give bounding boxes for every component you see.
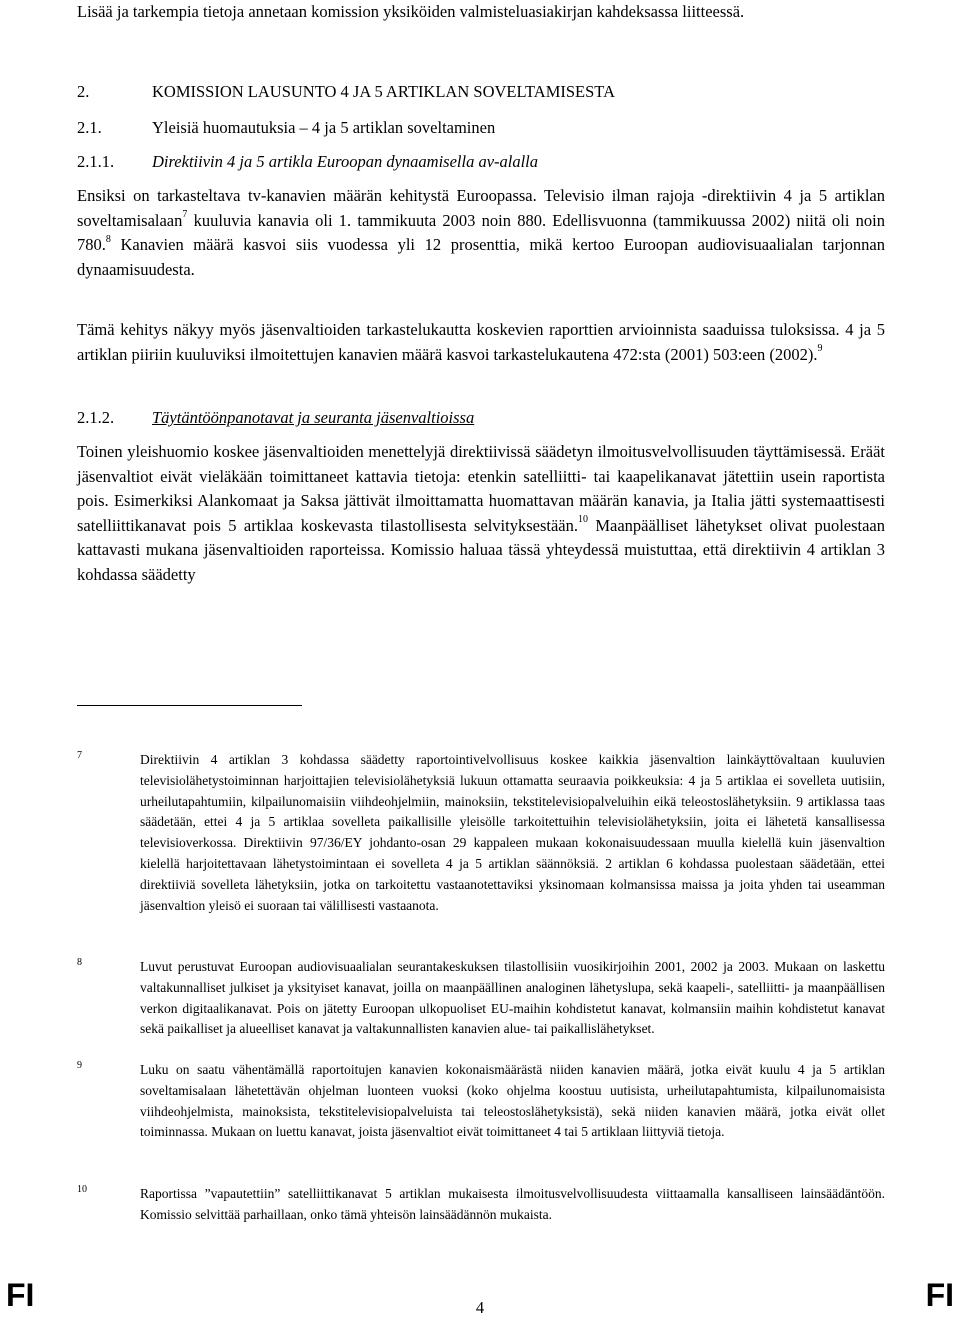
footnote-text: Luvut perustuvat Euroopan audiovisuaalialan seurantakeskuksen tilastollisiin vuosikirjoihin 2001, 2002 ja 2003. Mukaan on laskettu valtakunnalliset julkiset ja yksityiset kanavat, joilla on maanpäällinen analoginen lähetyslupa, sekä kaapeli-, satelliitti- ja maanpäällisen verkon digitaalikanavat. Pois on jätetty Euroopan ulkopuoliset EU-maihin kohdistetut kanavat, kolmansiin maihin kohdistetut kanavat sekä paikalliset ja alueelliset kanavat ja valtakunnallisten kanavien alue- tai paikallislähetykset. <box>140 959 885 1037</box>
footnote-7 <box>77 750 885 916</box>
language-code-left: FI <box>6 1277 35 1313</box>
language-code-right: FI <box>925 1277 954 1313</box>
section-2-1-1-heading: 2.1.1. Direktiivin 4 ja 5 artikla Euroopan dynaamisella av-alalla <box>77 152 539 171</box>
paragraph-reports-evaluation: Tämä kehitys näkyy myös jäsenvaltioiden tarkastelukautta koskevien raporttien arvioinnista saaduissa tuloksissa. 4 ja 5 artiklan piiriin kuuluviksi ilmoitettujen kanavien määrä kasvoi tarkastelukautena 472:sta (2001) 503:een (2002).$^9$ <box>77 320 885 364</box>
footnote-ref-9[interactable]: 9 <box>817 343 823 354</box>
intro-paragraph: Lisää ja tarkempia tietoja annetaan komission yksiköiden valmisteluasiakirjan kahdeksassa liitteessä. <box>77 2 745 21</box>
footnote-text: Luku on saatu vähentämällä raportoitujen kanavien kokonaismäärästä niiden kanavien määrä, jotka eivät kuulu 4 ja 5 artiklan soveltamisalaan lähetettävän ohjelman luonteen vuoksi (koko ohjelma koostuu uutisista, urheilutapahtumista, kilpailunomaisista viihdeohjelmista, mainoksista, tekstitelevisiopalveluista tai teleostoslähetyksistä), sekä niiden kanavien määrä, jotka eivät ollet toiminnassa. Mukaan on luettu kanavat, joista jäsenvaltiot eivät toimittaneet 4 tai 5 artiklaan liittyviä tietoja. <box>140 1062 885 1140</box>
paragraph-channel-growth: Ensiksi on tarkasteltava tv-kanavien määrän kehitystä Euroopassa. Televisio ilman rajoja -direktiivin 4 ja 5 artiklan soveltamisalaan$^7$ kuuluvia kanavia oli 1. tammikuuta 2003 noin 880. Edellisvuonna (tammikuussa 2002) niitä oli noin 780.$^8$ Kanavien määrä kasvoi siis vuodessa yli 12 prosenttia, mikä kertoo Euroopan audiovisuaalialan tarjonnan dynaamisuudesta. <box>77 186 885 279</box>
footnote-ref-8[interactable]: 8 <box>105 233 111 245</box>
section-2-1-heading: 2.1. Yleisiä huomautuksia – 4 ja 5 artiklan soveltaminen <box>77 118 496 137</box>
page-number: 4 <box>475 1298 485 1317</box>
footnote-10 <box>77 1184 885 1226</box>
paragraph-notification-procedures: Toinen yleishuomio koskee jäsenvaltioiden menettelyjä direktiivissä säädetyn ilmoitusvelvollisuuden täyttämisessä. Eräät jäsenvaltiot eivät vieläkään toimittaneet kattavia tietoja: etenkin satelliitti- tai kaapelikanavat jätettiin usein raportista pois. Esimerkiksi Alankomaat ja Saksa jättivät ilmoittamatta huomattavan määrän kanavia, ja Italia jätti systemaattisesti satelliittikanavat pois 5 artiklaa koskevasta tilastollisesta selvityksestään.$^{10}$ Maanpäälliset lähetykset olivat puolestaan kattavasti mukana jäsenvaltioiden raporteissa. Komissio haluaa tässä yhteydessä muistuttaa, että direktiivin 4 artiklan 3 kohdassa säädetty <box>77 442 886 584</box>
section-2-heading: 2. KOMISSION LAUSUNTO 4 JA 5 ARTIKLAN SOVELTAMISESTA <box>77 82 615 101</box>
footnote-9 <box>77 1060 885 1143</box>
section-2-1-2-heading: 2.1.2. Täytäntöönpanotavat ja seuranta jäsenvaltioissa <box>77 408 475 427</box>
footnote-8 <box>77 957 885 1040</box>
footnote-mark: 7 <box>77 750 82 761</box>
footnote-mark: 10 <box>77 1184 87 1195</box>
footnote-mark: 8 <box>77 957 82 968</box>
footnote-separator <box>77 705 302 706</box>
footnote-text: Raportissa ”vapautettiin” satelliittikanavat 5 artiklan mukaisesta ilmoitusvelvollisuudesta viittaamalla kansalliseen lainsäädäntöön. Komissio selvittää parhaillaan, onko tämä yhteisön lainsäädännön mukaista. <box>140 1186 885 1222</box>
footnote-mark: 9 <box>77 1060 82 1071</box>
footnote-ref-10[interactable]: 10 <box>578 514 588 525</box>
footnote-text: Direktiivin 4 artiklan 3 kohdassa säädetty raportointivelvollisuus koskee kaikkia jäsenvaltion lainkäyttövaltaan kuuluvien televisiolähetystoiminnan harjoittajien televisiolähetyksiä lukuun ottamatta seuraavia poikkeuksia: 4 ja 5 artiklaa ei sovelleta uutisiin, urheilutapahtumiin, kilpailunomaisiin viihdeohjelmiin, mainoksiin, tekstitelevisiopalveluihin eikä teleostoslähetyksiin. 9 artiklassa taas säädetään, ettei 4 ja 5 artiklaa sovelleta paikallisille yleisölle tarkoitettuihin televisiolähetyksiin, joita ei lähetetä kansallisessa televisioverkossa. Direktiivin 97/36/EY johdanto-osan 29 kappaleen mukaan kokonaisuudessaan muulla kielellä kuin jäsenvaltion kielellä harjoitettavaan lähetystoimintaan ei sovelleta 4 ja 5 artiklan säännöksiä. 2 artiklan 6 kohdassa puolestaan säädetään, ettei direktiiviä sovelleta lähetyksiin, jotka on tarkoitettu vastaanotettaviksi yksinomaan kolmansissa maissa ja joita yhden tai useamman jäsenvaltion yleisö ei suoraan tai välillisesti vastaanota. <box>140 752 885 913</box>
footnote-ref-7[interactable]: 7 <box>182 209 188 220</box>
